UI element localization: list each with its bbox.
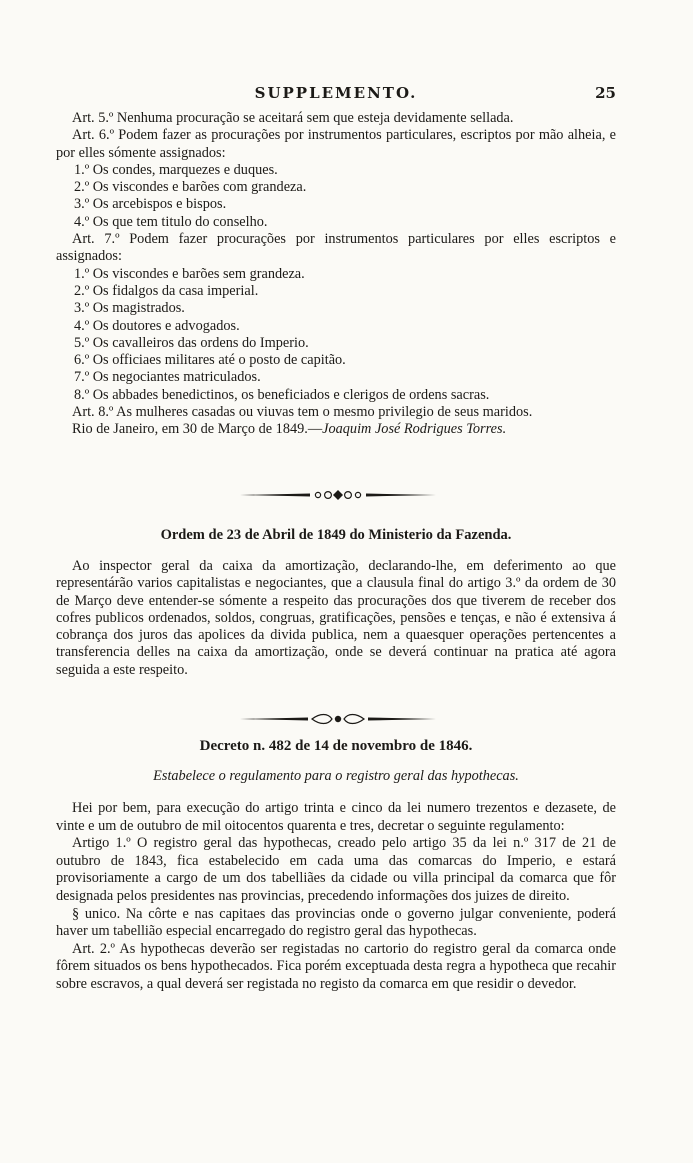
decreto-paragraph-unico: § unico. Na côrte e nas capitaes das provincias onde o governo julgar conveniente, poderá haver um tabellião especial encarregado do registro geral das hypothecas. — [56, 905, 616, 940]
article-5: Art. 5.º Nenhuma procuração se aceitará sem que esteja devidamente sellada. — [72, 110, 514, 126]
signature-place-date: Rio de Janeiro, em 30 de Março de 1849.— — [72, 421, 323, 438]
decree-1849-articles — [56, 110, 616, 439]
list-item: 8.º Os abbades benedictinos, os beneficiados e clerigos de ordens sacras. — [74, 386, 490, 403]
ordem-body — [56, 558, 616, 679]
list-item: 2.º Os fidalgos da casa imperial. — [74, 282, 259, 299]
list-item: 3.º Os arcebispos e bispos. — [74, 196, 227, 213]
list-item: 3.º Os magistrados. — [74, 300, 185, 317]
signature-line — [56, 421, 616, 438]
list-item: 7.º Os negociantes matriculados. — [74, 369, 261, 386]
list-item: 6.º Os officiaes militares até o posto de capitão. — [74, 352, 346, 369]
decreto-article-2: Art. 2.º As hypothecas deverão ser registadas no cartorio do registro geral da comarca onde fôrem situados os bens hypothecados. Fica porém exceptuada desta regra a hypotheca que recahir sobre escravos, a qual deverá ser registada no registo da comarca em que residir o devedor. — [56, 940, 616, 992]
list-item: 1.º Os condes, marquezes e duques. — [74, 161, 278, 178]
decreto-body — [56, 800, 616, 994]
signature-name: Joaquim José Rodrigues Torres. — [322, 421, 507, 438]
list-item: 1.º Os viscondes e barões sem grandeza. — [74, 265, 305, 282]
list-item: 4.º Os doutores e advogados. — [74, 317, 240, 334]
ornament-divider-icon — [238, 488, 438, 502]
decreto-subtitle: Estabelece o regulamento para o registro geral das hypothecas. — [153, 768, 519, 784]
running-title: SUPPLEMENTO. — [254, 84, 418, 102]
page-header — [56, 84, 616, 104]
decreto-article-1: Artigo 1.º O registro geral das hypothecas, creado pelo artigo 35 da lei n.º 317 de 21 de outubro de 1843, fica estabelecido em cada uma das comarcas do Imperio, e estará provisoriamente a cargo de um dos tabelliães da cidade ou villa principal da comarca que fôr designada pelos presidentes nas provincias, precedendo informações dos juizes de direito. — [56, 835, 616, 904]
list-item: 2.º Os viscondes e barões com grandeza. — [74, 179, 307, 196]
decreto-title: Decreto n. 482 de 14 de novembro de 1846. — [199, 738, 473, 754]
list-item: 5.º Os cavalleiros das ordens do Imperio. — [74, 334, 309, 351]
page-number: 25 — [595, 84, 616, 102]
ordem-title: Ordem de 23 de Abril de 1849 do Ministerio da Fazenda. — [160, 527, 512, 543]
ornament-divider-icon — [238, 712, 438, 726]
ordem-paragraph: Ao inspector geral da caixa da amortização, declarando-lhe, em deferimento ao que representárão varios capitalistas e negociantes, que a clausula final do artigo 3.º da ordem de 30 de Março deve entender-se sómente a respeito das procurações dos que tiverem de receber dos cofres publicos ordenados, soldos, congruas, gratificações, pensões e tenças, e não é extensiva á cobrança dos juros das apolices da divida publica, nem a quaesquer operações pertencentes a transferencia delles na caixa da amortização, onde se deverá continuar na pratica até agora seguida a este respeito. — [56, 558, 616, 678]
list-item: 4.º Os que tem titulo do conselho. — [74, 213, 268, 230]
decreto-preamble: Hei por bem, para execução do artigo trinta e cinco da lei numero trezentos e dezasete, de vinte e um de outubro de mil oitocentos quarenta e tres, decretar o seguinte regulamento: — [56, 800, 616, 834]
article-8: Art. 8.º As mulheres casadas ou viuvas tem o mesmo privilegio de seus maridos. — [72, 404, 533, 421]
article-6: Art. 6.º Podem fazer as procurações por instrumentos particulares, escriptos por mão alheia, e por elles sómente assignados: — [56, 127, 616, 161]
article-7: Art. 7.º Podem fazer procurações por instrumentos particulares por elles escriptos e assignados: — [56, 231, 616, 265]
